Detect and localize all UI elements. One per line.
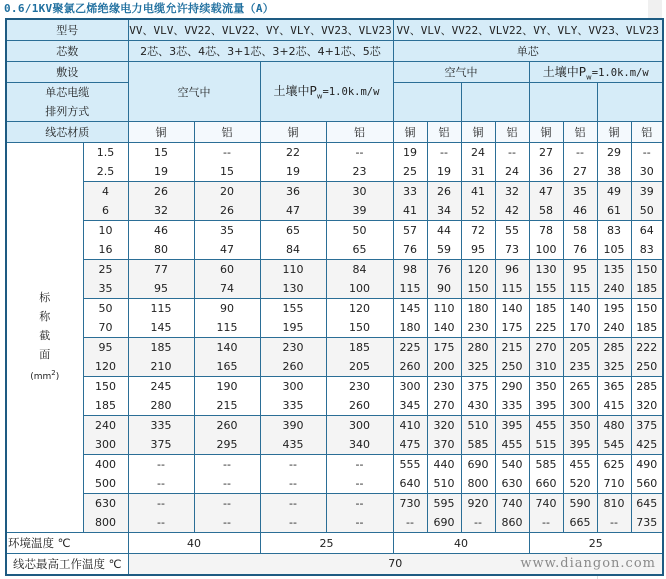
ampacity-single-air-a-al: 175 200 [427, 338, 461, 377]
laying-label: 敷设 [6, 62, 128, 83]
material-cu: 铜 [393, 122, 427, 143]
cross-section-size: 4 6 [83, 182, 128, 221]
ampacity-multi-air-cu: 335 375 [128, 416, 194, 455]
ampacity-single-soil-a-cu: 350 395 [529, 377, 563, 416]
ampacity-multi-soil-al: -- -- [326, 494, 393, 533]
ampacity-single-air-b-cu: 280 325 [461, 338, 495, 377]
ampacity-multi-air-cu: 46 80 [128, 221, 194, 260]
table-row [6, 260, 663, 299]
table-row [6, 494, 663, 533]
arrangement-label: 单芯电缆 排列方式 [6, 83, 128, 122]
ampacity-single-air-a-cu: 145 180 [393, 299, 427, 338]
ampacity-multi-soil-cu: 155 195 [260, 299, 326, 338]
model-label: 型号 [6, 19, 128, 41]
ampacity-single-air-b-cu: 690 800 [461, 455, 495, 494]
ampacity-single-air-b-cu: 24 31 [461, 143, 495, 182]
ampacity-single-air-b-al: 290 335 [495, 377, 529, 416]
ampacity-single-air-a-cu: 33 41 [393, 182, 427, 221]
ampacity-single-soil-a-cu: 455 515 [529, 416, 563, 455]
ampacity-single-air-b-al: 55 73 [495, 221, 529, 260]
ampacity-multi-soil-cu: -- -- [260, 494, 326, 533]
ampacity-multi-soil-cu: 230 260 [260, 338, 326, 377]
table-row [6, 416, 663, 455]
ampacity-single-soil-b-cu: 285 325 [597, 338, 631, 377]
cross-section-size: 150 185 [83, 377, 128, 416]
cross-section-size: 240 300 [83, 416, 128, 455]
ampacity-multi-air-al: 140 165 [194, 338, 260, 377]
ampacity-single-soil-b-cu: 365 415 [597, 377, 631, 416]
ampacity-single-soil-b-al: 39 50 [631, 182, 663, 221]
ampacity-multi-soil-al: 84 100 [326, 260, 393, 299]
ampacity-single-soil-a-al: 350 395 [563, 416, 597, 455]
ampacity-multi-soil-al: 50 65 [326, 221, 393, 260]
ampacity-multi-air-cu: 77 95 [128, 260, 194, 299]
ampacity-single-air-b-cu: 72 95 [461, 221, 495, 260]
ampacity-single-air-a-al: 595 690 [427, 494, 461, 533]
ampacity-single-soil-b-al: 285 320 [631, 377, 663, 416]
ampacity-multi-air-al: -- 15 [194, 143, 260, 182]
cross-section-size: 1.5 2.5 [83, 143, 128, 182]
arrangement-single-soil-a [529, 83, 597, 122]
ampacity-single-air-a-cu: 555 640 [393, 455, 427, 494]
ampacity-single-air-a-al: 44 59 [427, 221, 461, 260]
ampacity-single-soil-b-cu: 29 38 [597, 143, 631, 182]
material-al: 铝 [194, 122, 260, 143]
model-single-core: VV、VLV、VV22、VLV22、VY、VLY、VV23、VLV23 [393, 19, 663, 41]
ampacity-single-soil-a-cu: 740 -- [529, 494, 563, 533]
ampacity-multi-soil-al: 300 340 [326, 416, 393, 455]
ampacity-single-soil-a-al: 590 665 [563, 494, 597, 533]
ampacity-single-soil-b-cu: 135 240 [597, 260, 631, 299]
ampacity-single-soil-a-cu: 27 36 [529, 143, 563, 182]
ampacity-single-soil-b-al: -- 30 [631, 143, 663, 182]
ampacity-multi-soil-cu: -- -- [260, 455, 326, 494]
watermark: www.diangon.com [520, 556, 656, 571]
ampacity-single-air-a-al: 110 140 [427, 299, 461, 338]
ampacity-single-soil-a-al: 58 76 [563, 221, 597, 260]
ampacity-single-soil-b-al: 490 560 [631, 455, 663, 494]
ampacity-multi-soil-cu: 110 130 [260, 260, 326, 299]
ampacity-multi-air-al: 35 47 [194, 221, 260, 260]
ampacity-single-soil-b-cu: 83 105 [597, 221, 631, 260]
ambient-temp-value: 25 [529, 533, 663, 554]
ampacity-single-air-a-al: 26 34 [427, 182, 461, 221]
ambient-temp-label: 环境温度 ℃ [6, 533, 128, 554]
ampacity-single-air-a-cu: 19 25 [393, 143, 427, 182]
ampacity-single-soil-a-al: 140 170 [563, 299, 597, 338]
ampacity-single-soil-b-cu: 810 -- [597, 494, 631, 533]
ampacity-single-soil-b-al: 222 250 [631, 338, 663, 377]
ampacity-single-air-a-cu: 98 115 [393, 260, 427, 299]
cores-multi: 2芯、3芯、4芯、3+1芯、3+2芯、4+1芯、5芯 [128, 41, 393, 62]
single-soil-header: 土壤中$P_w=1.0k.m/w$ [529, 62, 663, 83]
ampacity-single-air-b-al: -- 24 [495, 143, 529, 182]
max-temp-value-cell [128, 554, 663, 576]
ampacity-single-soil-b-al: 64 83 [631, 221, 663, 260]
ambient-temp-value: 40 [128, 533, 260, 554]
ampacity-single-soil-a-cu: 130 155 [529, 260, 563, 299]
ampacity-single-air-a-cu: 730 -- [393, 494, 427, 533]
ampacity-single-soil-a-al: 35 46 [563, 182, 597, 221]
cores-single: 单芯 [393, 41, 663, 62]
ampacity-multi-soil-cu: 390 435 [260, 416, 326, 455]
ampacity-multi-air-cu: -- -- [128, 455, 194, 494]
cross-section-size: 10 16 [83, 221, 128, 260]
ampacity-single-air-b-al: 96 115 [495, 260, 529, 299]
ampacity-single-soil-a-al: 95 115 [563, 260, 597, 299]
ampacity-multi-air-al: 260 295 [194, 416, 260, 455]
multi-soil-header: 土壤中$P_w=1.0k.m/w$ [260, 62, 393, 122]
arrangement-single-air-a [393, 83, 461, 122]
ampacity-single-soil-b-al: 645 735 [631, 494, 663, 533]
ampacity-single-soil-b-cu: 49 61 [597, 182, 631, 221]
ampacity-multi-air-al: 190 215 [194, 377, 260, 416]
ampacity-single-air-b-cu: 41 52 [461, 182, 495, 221]
table-row [6, 143, 663, 182]
ampacity-single-air-b-al: 740 860 [495, 494, 529, 533]
max-temp-value: 70 [388, 557, 403, 570]
ampacity-single-air-b-al: 395 455 [495, 416, 529, 455]
ampacity-multi-air-cu: 245 280 [128, 377, 194, 416]
material-cu: 铜 [529, 122, 563, 143]
ampacity-table [5, 18, 664, 576]
table-row [6, 455, 663, 494]
ampacity-single-soil-a-al: 455 520 [563, 455, 597, 494]
multi-air-header: 空气中 [128, 62, 260, 122]
ampacity-multi-air-cu: 115 145 [128, 299, 194, 338]
arrangement-single-air-b [461, 83, 529, 122]
ampacity-multi-soil-al: 185 205 [326, 338, 393, 377]
ampacity-single-air-a-cu: 300 345 [393, 377, 427, 416]
ampacity-multi-soil-cu: 22 19 [260, 143, 326, 182]
single-air-header: 空气中 [393, 62, 529, 83]
material-cu: 铜 [260, 122, 326, 143]
ampacity-single-air-a-al: -- 19 [427, 143, 461, 182]
material-al: 铝 [427, 122, 461, 143]
nominal-section-label: 标 称 截 面 $(mm^2)$ [6, 143, 83, 533]
table-row [6, 377, 663, 416]
ampacity-single-soil-b-cu: 480 545 [597, 416, 631, 455]
ampacity-multi-soil-al: 30 39 [326, 182, 393, 221]
arrangement-single-soil-b [597, 83, 663, 122]
cross-section-size: 400 500 [83, 455, 128, 494]
cross-section-size: 25 35 [83, 260, 128, 299]
ampacity-multi-soil-al: -- -- [326, 455, 393, 494]
ampacity-single-air-b-cu: 375 430 [461, 377, 495, 416]
material-cu: 铜 [597, 122, 631, 143]
ampacity-single-soil-a-al: 205 235 [563, 338, 597, 377]
model-multi-core: VV、VLV、VV22、VLV22、VY、VLY、VV23、VLV23 [128, 19, 393, 41]
ampacity-single-air-a-cu: 410 475 [393, 416, 427, 455]
ambient-temp-value: 40 [393, 533, 529, 554]
ambient-temp-value: 25 [260, 533, 393, 554]
ampacity-multi-soil-al: -- 23 [326, 143, 393, 182]
table-title: 0.6/1KV聚氯乙烯绝缘电力电缆允许持续载流量（A） [4, 2, 275, 15]
ampacity-multi-soil-al: 120 150 [326, 299, 393, 338]
ampacity-single-soil-b-al: 150 185 [631, 260, 663, 299]
ampacity-multi-air-al: -- -- [194, 455, 260, 494]
ampacity-single-air-b-al: 32 42 [495, 182, 529, 221]
ampacity-single-soil-a-cu: 185 225 [529, 299, 563, 338]
ampacity-single-air-b-al: 540 630 [495, 455, 529, 494]
material-al: 铝 [326, 122, 393, 143]
table-row [6, 182, 663, 221]
ampacity-single-soil-b-cu: 625 710 [597, 455, 631, 494]
ampacity-single-air-a-cu: 57 76 [393, 221, 427, 260]
ampacity-multi-air-al: 60 74 [194, 260, 260, 299]
ampacity-multi-air-al: 90 115 [194, 299, 260, 338]
ampacity-single-soil-a-al: 265 300 [563, 377, 597, 416]
ampacity-single-air-b-al: 215 250 [495, 338, 529, 377]
ampacity-single-air-b-al: 140 175 [495, 299, 529, 338]
ampacity-single-soil-a-cu: 270 310 [529, 338, 563, 377]
ampacity-single-soil-a-cu: 78 100 [529, 221, 563, 260]
ampacity-multi-air-cu: 26 32 [128, 182, 194, 221]
table-row [6, 299, 663, 338]
ampacity-single-soil-b-cu: 195 240 [597, 299, 631, 338]
ampacity-single-air-a-al: 230 270 [427, 377, 461, 416]
ampacity-multi-soil-al: 230 260 [326, 377, 393, 416]
ampacity-single-air-a-cu: 225 260 [393, 338, 427, 377]
material-label: 线芯材质 [6, 122, 128, 143]
material-al: 铝 [563, 122, 597, 143]
ampacity-single-air-b-cu: 120 150 [461, 260, 495, 299]
ampacity-single-soil-a-cu: 585 660 [529, 455, 563, 494]
max-temp-label: 线芯最高工作温度 ℃ [6, 554, 128, 576]
ampacity-single-air-a-al: 76 90 [427, 260, 461, 299]
cores-label: 芯数 [6, 41, 128, 62]
scrollbar-track[interactable] [648, 0, 662, 18]
cross-section-size: 95 120 [83, 338, 128, 377]
table-row [6, 338, 663, 377]
ampacity-multi-air-cu: -- -- [128, 494, 194, 533]
material-cu: 铜 [461, 122, 495, 143]
ampacity-single-soil-b-al: 150 185 [631, 299, 663, 338]
ampacity-multi-soil-cu: 65 84 [260, 221, 326, 260]
ampacity-multi-soil-cu: 36 47 [260, 182, 326, 221]
ampacity-multi-air-cu: 15 19 [128, 143, 194, 182]
ampacity-single-air-a-al: 320 370 [427, 416, 461, 455]
data-body [6, 143, 663, 533]
cross-section-size: 630 800 [83, 494, 128, 533]
ampacity-single-air-b-cu: 920 -- [461, 494, 495, 533]
soil-label: 土壤中$P_w$ [273, 84, 323, 101]
material-al: 铝 [631, 122, 663, 143]
material-cu: 铜 [128, 122, 194, 143]
ampacity-multi-air-cu: 185 210 [128, 338, 194, 377]
cross-section-size: 50 70 [83, 299, 128, 338]
ampacity-single-air-b-cu: 510 585 [461, 416, 495, 455]
ampacity-multi-air-al: -- -- [194, 494, 260, 533]
ampacity-multi-air-al: 20 26 [194, 182, 260, 221]
table-row [6, 221, 663, 260]
material-al: 铝 [495, 122, 529, 143]
ampacity-single-soil-a-al: -- 27 [563, 143, 597, 182]
ampacity-single-air-a-al: 440 510 [427, 455, 461, 494]
ampacity-multi-soil-cu: 300 335 [260, 377, 326, 416]
ampacity-single-air-b-cu: 180 230 [461, 299, 495, 338]
ampacity-single-soil-a-cu: 47 58 [529, 182, 563, 221]
ampacity-single-soil-b-al: 375 425 [631, 416, 663, 455]
